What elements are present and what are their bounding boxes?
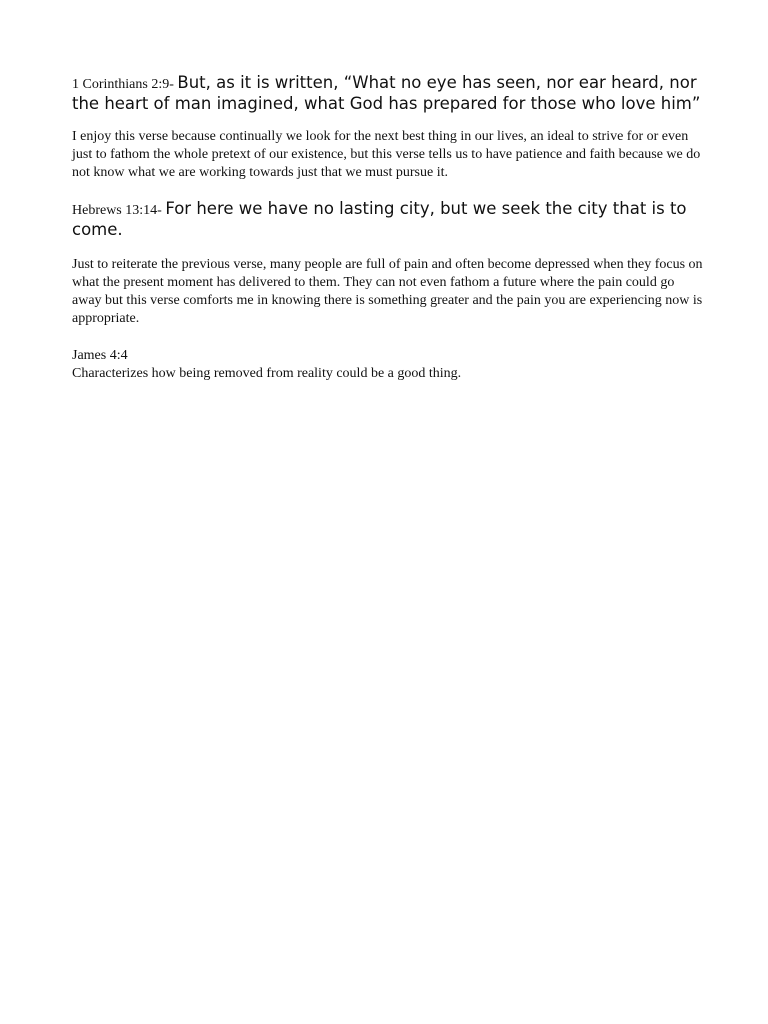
verse-reference-james: James 4:4 — [72, 348, 128, 363]
james-note: Characterizes how being removed from reality could be a good thing. — [72, 366, 462, 381]
document-page — [72, 72, 704, 383]
verse-reference: 1 Corinthians 2:9- — [72, 77, 178, 92]
verse-quote: But, as it is written, “What no eye has seen, nor ear heard, nor the heart of man imagined, what God has prepared for those who love him” — [72, 73, 701, 113]
reflection-paragraph: Just to reiterate the previous verse, many people are full of pain and often become depressed when they focus on what the present moment has delivered to them. They can not even fathom a future where the pain could go away but this verse comforts me in knowing there is something greater and the pain you are experiencing now is appropriate. — [72, 257, 703, 326]
verse-reference: Hebrews 13:14- — [72, 203, 166, 218]
reflection-paragraph: I enjoy this verse because continually we look for the next best thing in our lives, an ideal to strive for or even just to fathom the whole pretext of our existence, but this verse tells us to have patience and faith because we do not know what we are working towards just that we must pursue it. — [72, 129, 701, 180]
verse-hebrews — [72, 198, 704, 240]
verse-quote: For here we have no lasting city, but we seek the city that is to come. — [72, 199, 687, 239]
verse-1-corinthians — [72, 72, 704, 114]
